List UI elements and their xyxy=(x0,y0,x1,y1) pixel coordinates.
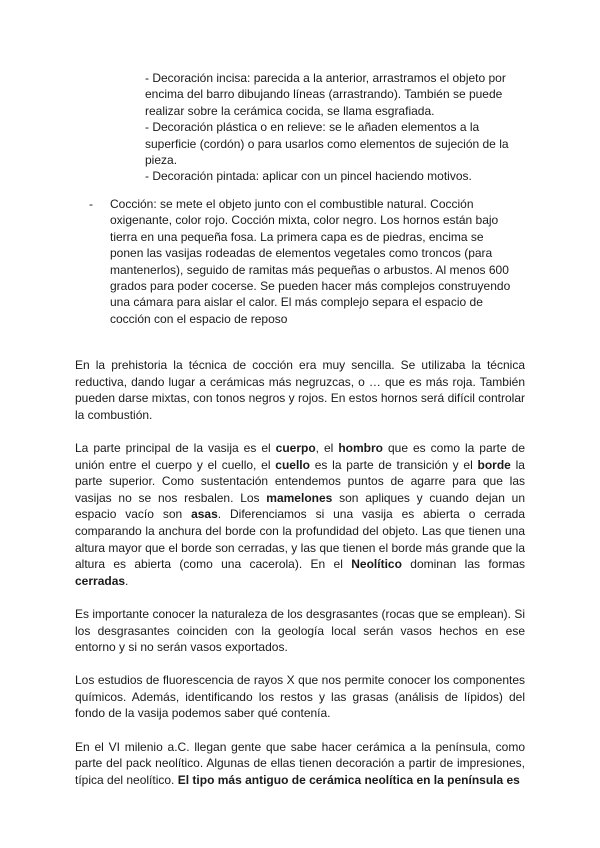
term-neolitico: Neolítico xyxy=(351,557,402,572)
term-cuerpo: cuerpo xyxy=(275,440,316,455)
sublist-item-incisa: - Decoración incisa: parecida a la anterior, arrastramos el objeto por encima del barro dibujando líneas (arrastrando). También se puede realizar sobre la cerámica cocida, se llama esgrafiada. xyxy=(145,71,506,118)
text-run: En el VI milenio a.C. llegan gente que sabe hacer cerámica a la península, como parte del pack neolítico. Algunas de ellas tienen decoración a partir de impresiones, típica del neolítico. xyxy=(75,739,525,787)
term-asas: asas xyxy=(191,507,218,522)
text-run: dominan las formas xyxy=(401,557,526,572)
text-run: . Diferenciamos si una vasija es abierta o cerrada comparando la anchura del borde con la profundidad del objeto. Las que tienen una altura mayor que el borde son cerradas, y las que tienen el borde más grande que la altura es abierta (como una cacerola). En el xyxy=(75,507,525,572)
bold-run-ceramica-antigua: El tipo más antiguo de cerámica neolítica en la península es xyxy=(177,772,520,787)
text-run: La parte principal de la vasija es el xyxy=(75,440,276,455)
paragraph-prehistoria-coccion: En la prehistoria la técnica de cocción era muy sencilla. Se utilizaba la técnica reductiva, dando lugar a cerámicas más negruzcas, o … que es más roja. También pueden darse mixtas, con tonos negros y rojos. En estos hornos será difícil controlar la combustión. xyxy=(75,358,525,422)
term-mamelones: mamelones xyxy=(266,490,333,505)
text-run: que es como la parte de unión entre el cuerpo y el cuello, el xyxy=(75,440,525,472)
paragraph-fluorescencia: Los estudios de fluorescencia de rayos X que nos permite conocer los componentes químicos. Además, identificando los restos y las grasas (análisis de lípidos) del fondo de la vasija podemos saber qué contenía. xyxy=(75,673,525,721)
text-run: la parte superior. Como sustentación entendemos puntos de agarre para que las vasijas no se nos resbalen. Los xyxy=(75,457,525,505)
text-run: . xyxy=(125,573,129,588)
body-paragraphs xyxy=(75,357,525,805)
sublist-item-plastica: - Decoración plástica o en relieve: se le añaden elementos a la superficie (cordón) o para usarlos como elementos de sujeción de la pieza. xyxy=(145,120,509,168)
bullet-marker: - xyxy=(89,197,93,211)
coccion-bullet-text: Cocción: se mete el objeto junto con el combustible natural. Cocción oxigenante, color rojo. Cocción mixta, color negro. Los hornos están bajo tierra en una pequeña fosa. La primera capa es de piedras, encima se ponen las vasijas rodeadas de elementos vegetales como troncos (para mantenerlos), seguido de ramitas más pequeñas o arbustos. Al menos 600 grados para poder cocerse. Se pueden hacer más complejos construyendo una cámara para aislar el calor. El más complejo separa el espacio de cocción con el espacio de reposo xyxy=(110,197,511,326)
term-cerradas: cerradas xyxy=(75,573,126,588)
decoration-sublist xyxy=(145,70,520,185)
sublist-item-pintada: - Decoración pintada: aplicar con un pincel haciendo motivos. xyxy=(145,169,472,184)
paragraph-partes-vasija xyxy=(75,440,525,589)
term-cuello: cuello xyxy=(275,457,310,472)
paragraph-desgrasantes: Es importante conocer la naturaleza de los desgrasantes (rocas que se emplean). Si los desgrasantes coinciden con la geología local serán vasos hechos en ese entorno y si no serán vasos exportados. xyxy=(75,606,525,655)
text-run: son apliques y cuando dejan un espacio vacío son xyxy=(75,490,525,522)
term-hombro: hombro xyxy=(338,440,383,455)
paragraph-vi-milenio xyxy=(75,739,525,789)
text-run: , el xyxy=(315,440,339,455)
text-run: es la parte de transición y el xyxy=(309,457,478,472)
term-borde: borde xyxy=(477,457,511,472)
